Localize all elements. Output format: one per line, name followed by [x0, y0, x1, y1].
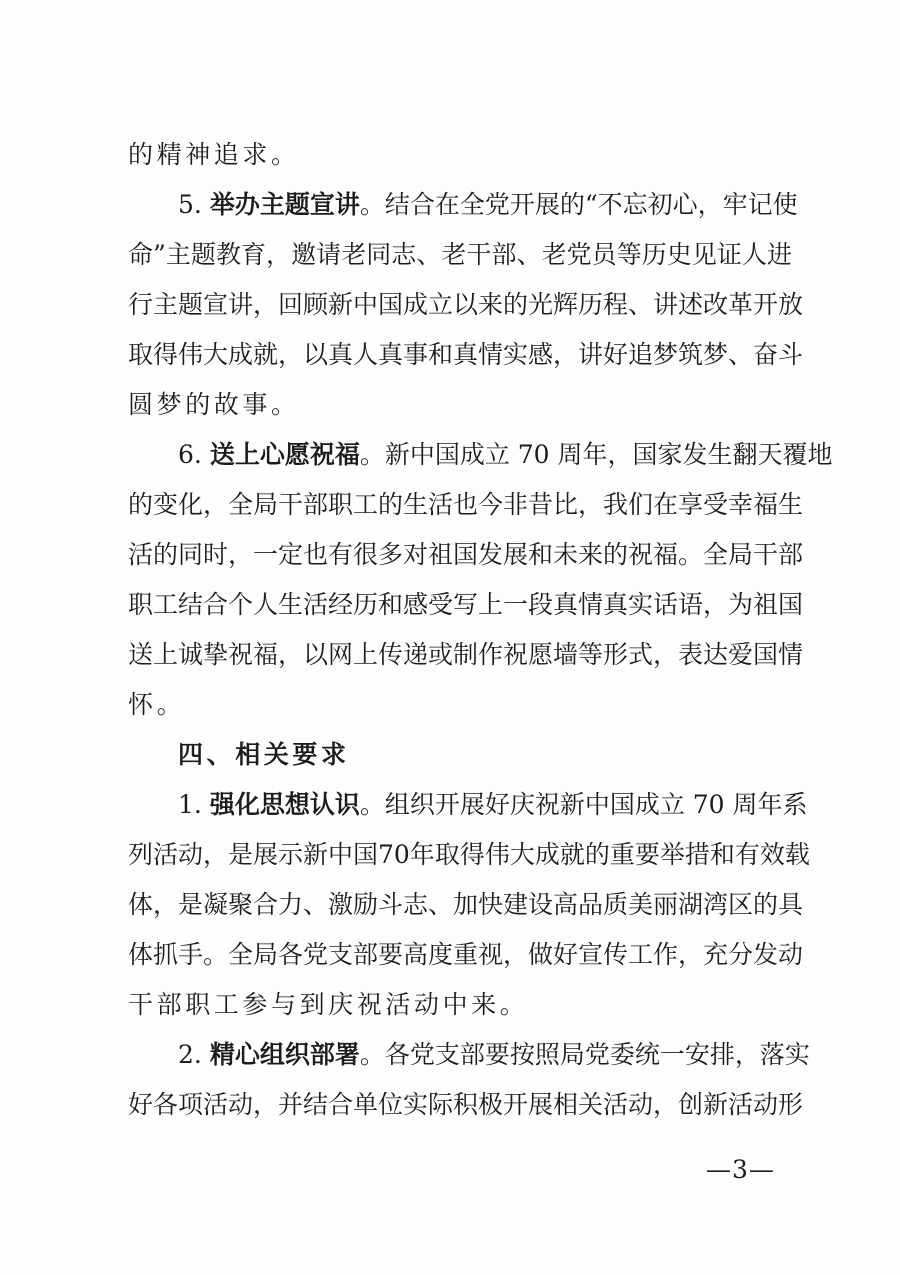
paragraph-line: 的变化，全局干部职工的生活也今非昔比，我们在享受幸福生	[128, 490, 804, 519]
paragraph-line: 命”主题教育，邀请老同志、老干部、老党员等历史见证人进	[128, 240, 792, 269]
item-number: 6.	[178, 440, 202, 469]
item-title: 送上心愿祝福	[209, 440, 360, 469]
paragraph-line: 体，是凝聚合力、激励斗志、加快建设高品质美丽湖湾区的具	[128, 890, 804, 919]
paragraph-line	[178, 790, 808, 820]
paragraph-line: 好各项活动，并结合单位实际积极开展相关活动，创新活动形	[128, 1090, 804, 1119]
paragraph-line: 圆梦的故事。	[128, 390, 300, 419]
paragraph-line: 体抓手。全局各党支部要高度重视，做好宣传工作，充分发动	[128, 940, 804, 969]
page-number: —3—	[706, 1155, 775, 1184]
item-text: 。新中国成立 70 周年，国家发生翻天覆地	[359, 440, 833, 469]
paragraph-line: 取得伟大成就，以真人真事和真情实感，讲好追梦筑梦、奋斗	[128, 340, 804, 369]
paragraph-line	[178, 190, 798, 220]
item-number: 5.	[178, 190, 202, 219]
paragraph-line: 列活动，是展示新中国70年取得伟大成就的重要举措和有效载	[128, 840, 810, 869]
paragraph-line: 怀。	[128, 690, 186, 719]
paragraph-line: 送上诚挚祝福，以网上传递或制作祝愿墙等形式，表达爱国情	[128, 640, 804, 669]
item-text: 。组织开展好庆祝新中国成立 70 周年系	[359, 790, 808, 819]
item-number: 2.	[178, 1040, 202, 1069]
item-title: 举办主题宣讲	[209, 190, 360, 219]
paragraph-line	[178, 1040, 810, 1070]
item-title: 精心组织部署	[209, 1040, 360, 1069]
section-heading: 四、相关要求	[178, 740, 350, 769]
paragraph-line: 行主题宣讲，回顾新中国成立以来的光辉历程、讲述改革开放	[128, 290, 804, 319]
paragraph-line: 的精神追求。	[128, 140, 300, 169]
item-text: 。结合在全党开展的“不忘初心，牢记使	[359, 190, 798, 219]
paragraph-line: 职工结合个人生活经历和感受写上一段真情真实话语，为祖国	[128, 590, 804, 619]
paragraph-line: 活的同时，一定也有很多对祖国发展和未来的祝福。全局干部	[128, 540, 804, 569]
paragraph-line: 干部职工参与到庆祝活动中来。	[128, 990, 529, 1019]
paragraph-line	[178, 440, 833, 470]
item-number: 1.	[178, 790, 202, 819]
item-title: 强化思想认识	[209, 790, 360, 819]
item-text: 。各党支部要按照局党委统一安排，落实	[359, 1040, 810, 1069]
